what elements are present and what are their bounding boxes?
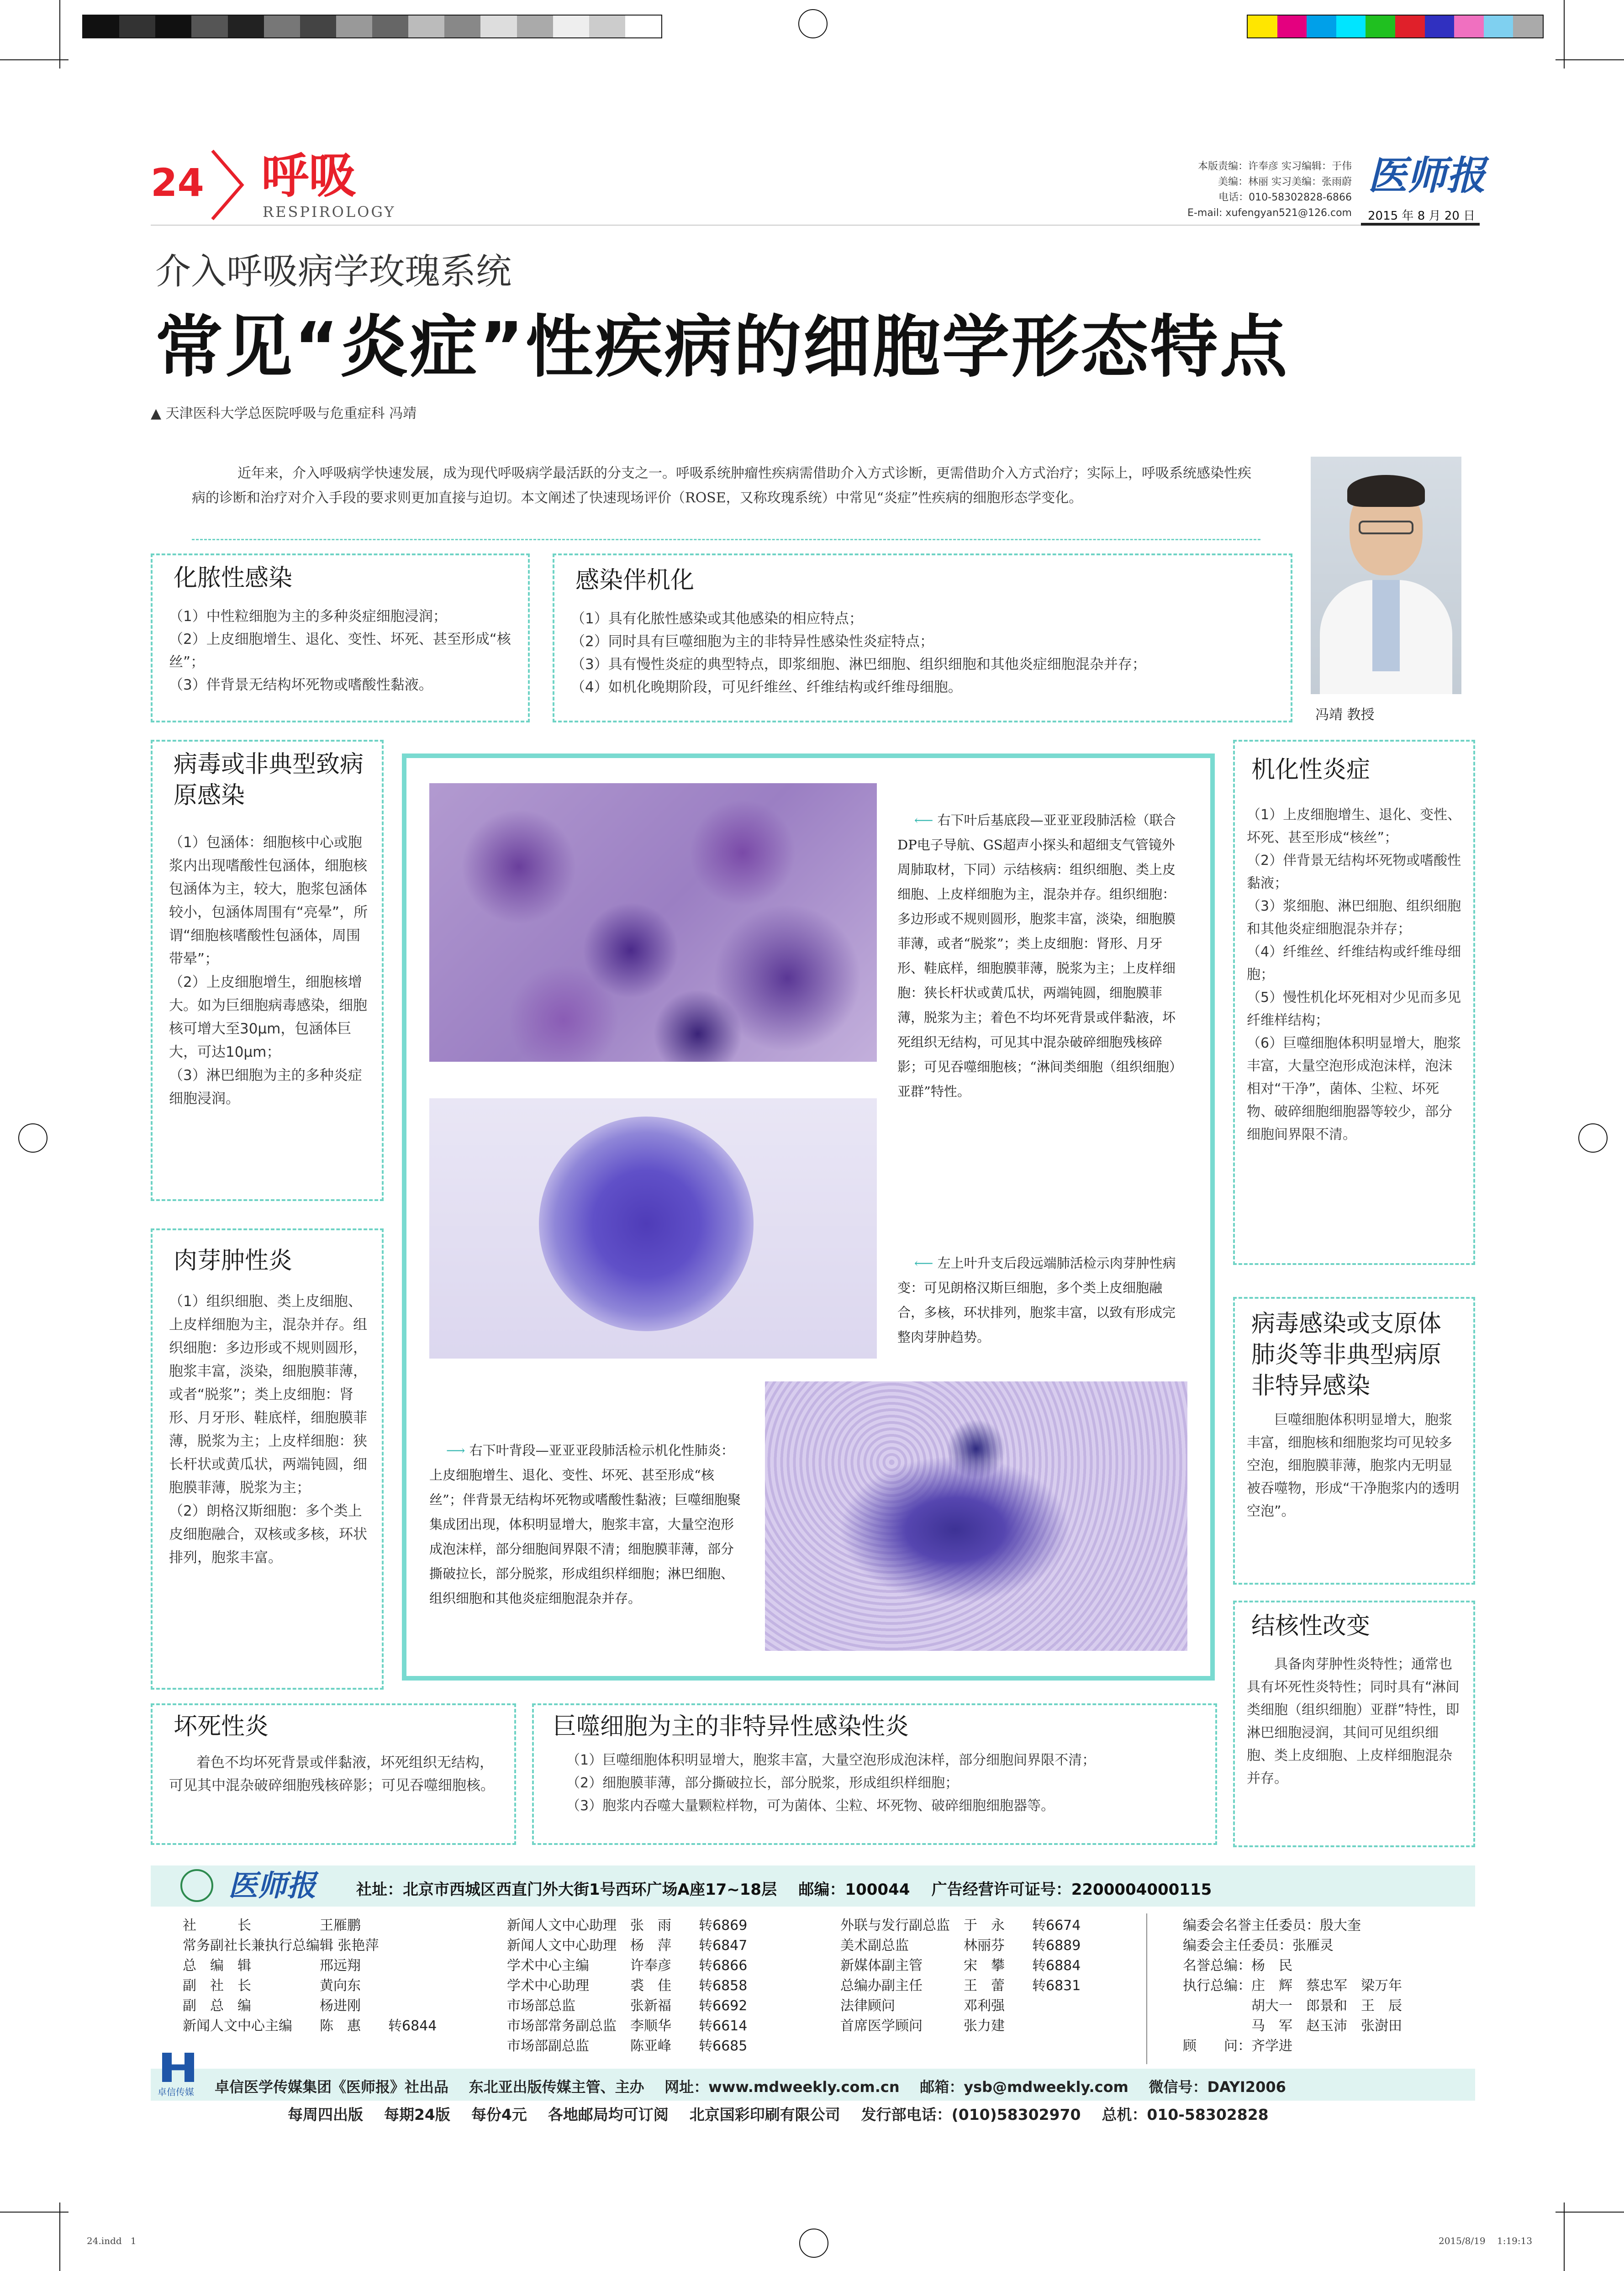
caption-text: 右下叶后基底段—亚亚亚段肺活检（联合DP电子导航、GS超声小探头和超细支气管镜外周肺取材，下同）示结核病：组织细胞、类上皮细胞、上皮样细胞为主，混杂并存。组织细胞：多边形或不规则圆形，胞浆丰富，淡染，细胞膜菲薄，或者“脱浆”；类上皮细胞：肾形、月牙形、鞋底样，细胞膜菲薄，脱浆为主；上皮样细胞：狭长杆状或黄瓜状，两端钝圆，细胞膜菲薄，脱浆为主；着色不均坏死背景或伴黏液，坏死组织无结构，可见其中混杂破碎细胞残核碎影；可见吞噬细胞核；“淋间类细胞（组织细胞）亚群”特性。 [897,812,1182,1099]
caption-organizing-pneumonia [429,1413,744,1635]
staff-row: 市场部常务副总监 李顺华 转6614 [507,2018,748,2034]
author-photo [1311,457,1461,694]
staff-row: 新媒体副主管 宋 攀 转6884 [840,1958,1081,1974]
staff-row: 编委会主任委员：张雁灵 [1183,1938,1334,1954]
staff-row: 美术副总监 林丽芬 转6889 [840,1938,1081,1954]
registration-strip-left [82,15,662,38]
box-body: 巨噬细胞体积明显增大，胞浆丰富，细胞核和细胞浆均可见较多空泡，细胞膜菲薄，胞浆内无明显被吞噬物，形成“干净胞浆内的透明空泡”。 [1247,1412,1460,1519]
staff-row: 外联与发行副总监 于 永 转6674 [840,1918,1081,1934]
staff-row: 名誉总编：杨 民 [1183,1958,1292,1974]
masthead-logo: 医师报 [1368,153,1486,199]
arrow-left-icon: ⟵ [914,1255,938,1271]
article-kicker: 介入呼吸病学玫瑰系统 [155,251,512,292]
footer-address: 社址：北京市西城区西直门外大街1号西环广场A座17~18层 邮编：100044 广告经营许可证号：2200004000115 [356,1881,1212,1899]
staff-row: 副 总 编 杨进刚 [183,1998,361,2014]
issue-date: 2015 年 8 月 20 日 [1368,209,1476,223]
staff-row: 顾 问：齐学进 [1183,2038,1292,2054]
publisher-logo-text: 卓信传媒 [158,2087,194,2097]
crop-mark [0,2212,69,2213]
registration-strip-color [1247,15,1544,38]
staff-row: 新闻人文中心助理 杨 萍 转6847 [507,1938,748,1954]
staff-row: 胡大一 郎景和 王 辰 [1183,1998,1402,2014]
arrow-right-icon: ⟶ [446,1443,469,1458]
crop-mark [1555,2212,1624,2213]
box-title: 巨噬细胞为主的非特异性感染性炎 [553,1713,909,1740]
staff-row: 市场部总监 张新福 转6692 [507,1998,748,2014]
staff-row: 副 社 长 黄向东 [183,1978,361,1994]
box-title: 结核性改变 [1251,1612,1371,1640]
box-body: 着色不均坏死背景或伴黏液，坏死组织无结构，可见其中混杂破碎细胞残核碎影；可见吞噬细胞核。 [169,1755,495,1794]
staff-row: 编委会名誉主任委员：殷大奎 [1183,1918,1361,1934]
editor-credits [1087,159,1352,221]
box-body: （1）包涵体：细胞核中心或胞浆内出现嗜酸性包涵体，细胞核包涵体为主，较大，胞浆包涵体较小，包涵体周围有“亮晕”，所谓“细胞核嗜酸性包涵体，周围带晕”； （2）上皮细胞增生，细胞核增大。如为巨细胞病毒感染，细胞核可增大至30μm，包涵体巨大，可达10μm； （3）淋巴细胞为主的多种炎症细胞浸润。 [169,834,368,1107]
author-caption: 冯靖 教授 [1315,707,1375,723]
registration-target [798,9,828,38]
box-body: （1）组织细胞、类上皮细胞、上皮样细胞为主，混杂并存。组织细胞：多边形或不规则圆形，胞浆丰富，淡染，细胞膜菲薄，或者“脱浆”；类上皮细胞：肾形、月牙形、鞋底样，细胞膜菲薄，脱浆为主；上皮样细胞：狭长杆状或黄瓜状，两端钝圆，细胞膜菲薄，脱浆为主； （2）朗格汉斯细胞：多个类上皮细胞融合，双核或多核，环状排列，胞浆丰富。 [169,1293,367,1566]
footer-logo: 医师报 [228,1869,316,1903]
box-title: 化脓性感染 [174,564,293,592]
staff-row: 市场部副总监 陈亚峰 转6685 [507,2038,748,2054]
crop-mark [1564,0,1565,68]
staff-row: 常务副社长兼执行总编辑 张艳萍 [183,1938,379,1954]
crop-mark [59,0,60,68]
micrograph-granuloma [429,1098,877,1359]
footer-divider [1146,1913,1147,2064]
registration-target [1578,1123,1608,1153]
box-title: 坏死性炎 [174,1713,269,1740]
staff-row: 学术中心助理 裘 佳 转6858 [507,1978,748,1994]
crop-mark [59,2203,60,2271]
editor-line: 美编：林丽 实习美编：张雨蔚 [1218,176,1352,188]
box-body: （1）中性粒细胞为主的多种炎症细胞浸润； （2）上皮细胞增生、退化、变性、坏死、甚至形成“核丝”； （3）伴背景无结构坏死物或嗜酸性黏液。 [169,608,511,693]
staff-row: 学术中心主编 许奉彦 转6866 [507,1958,748,1974]
staff-row: 新闻人文中心助理 张 雨 转6869 [507,1918,748,1934]
chevron-right-icon [208,146,249,224]
arrow-left-icon: ⟵ [914,812,938,828]
box-body: （1）上皮细胞增生、退化、变性、坏死、甚至形成“核丝”； （2）伴背景无结构坏死物或嗜酸性黏液； （3）浆细胞、淋巴细胞、组织细胞和其他炎症细胞混杂并存； （4）纤维丝、纤维结构或纤维母细胞； （5）慢性机化坏死相对少见而多见纤维样结构； （6）巨噬细胞体积明显增大，胞浆丰富，大量空泡形成泡沫样，泡沫相对“干净”，菌体、尘粒、坏死物、破碎细胞细胞器等较少，部分细胞间界限不清。 [1247,807,1461,1143]
box-title: 病毒感染或支原体肺炎等非典型病原非特异感染 [1251,1310,1442,1400]
box-title: 肉芽肿性炎 [174,1247,293,1275]
staff-row: 社 长 王雁鹏 [183,1918,361,1934]
footer-bottom-line: 每周四出版 每期24版 每份4元 各地邮局均可订阅 北京国彩印刷有限公司 发行部电话：(010)58302970 总机：010-58302828 [288,2106,1269,2123]
staff-row: 新闻人文中心主编 陈 惠 转6844 [183,2018,437,2034]
box-body: （1）具有化脓性感染或其他感染的相应特点； （2）同时具有巨噬细胞为主的非特异性感染性炎症特点； （3）具有慢性炎症的典型特点，即浆细胞、淋巴细胞、组织细胞和其他炎症细胞混杂并存； （4）如机化晚期阶段，可见纤维丝、纤维结构或纤维母细胞。 [571,611,1146,696]
crop-mark [1564,2203,1565,2271]
caption-granuloma [897,1226,1185,1374]
caption-text: 左上叶升支后段远端肺活检示肉芽肿性病变：可见朗格汉斯巨细胞，多个类上皮细胞融合，多核，环状排列，胞浆丰富，以致有形成完整肉芽肿趋势。 [897,1255,1176,1345]
box-title: 机化性炎症 [1251,756,1371,784]
section-title: 呼吸 [261,148,357,204]
box-title: 病毒或非典型致病原感染 [174,751,364,809]
editor-line: E-mail: xufengyan521@126.com [1187,207,1352,219]
micrograph-organizing-pneumonia [765,1381,1187,1651]
cmda-emblem-icon [180,1869,213,1902]
box-title: 感染伴机化 [575,567,695,594]
micrograph-tuberculosis [429,783,877,1062]
staff-row: 法律顾问 邓利强 [840,1998,1005,2014]
crop-mark [0,59,69,60]
publisher-line: 卓信医学传媒集团《医师报》社出品 东北亚出版传媒主管、主办 网址：www.mdweekly.com.cn 邮箱：ysb@mdweekly.com 微信号：DAYI2006 [215,2078,1286,2096]
section-subtitle: RESPIROLOGY [263,203,396,221]
registration-target [18,1123,47,1153]
staff-row: 执行总编：庄 辉 蔡忠军 梁万年 [1183,1978,1402,1994]
staff-row: 总 编 辑 邢远翔 [183,1958,361,1974]
caption-text: 右下叶背段—亚亚亚段肺活检示机化性肺炎：上皮细胞增生、退化、变性、坏死、甚至形成“核丝”；伴背景无结构坏死物或嗜酸性黏液；巨噬细胞聚集成团出现，体积明显增大，胞浆丰富，大量空泡形成泡沫样，部分细胞间界限不清；细胞膜菲薄，部分撕破拉长，部分脱浆，形成组织样细胞；淋巴细胞、组织细胞和其他炎症细胞混杂并存。 [429,1443,741,1606]
article-title: 常见“炎症”性疾病的细胞学形态特点 [155,308,1289,386]
box-body: 具备肉芽肿性炎特性；通常也具有坏死性炎特性；同时具有“淋间类细胞（组织细胞）亚群”特性，即淋巴细胞浸润，其间可见组织细胞、类上皮细胞、上皮样细胞混杂并存。 [1247,1656,1460,1786]
editor-line: 电话：010-58302828-6866 [1218,192,1352,203]
article-intro: 近年来，介入呼吸病学快速发展，成为现代呼吸病学最活跃的分支之一。呼吸系统肿瘤性疾病需借助介入方式诊断，更需借助介入方式治疗；实际上，呼吸系统感染性疾病的诊断和治疗对介入手段的要求则更加直接与迫切。本文阐述了快速现场评价（ROSE，又称玫瑰系统）中常见“炎症”性疾病的细胞形态学变化。 [192,465,1251,506]
staff-row: 首席医学顾问 张力建 [840,2018,1005,2034]
staff-row: 马 军 赵玉沛 张澍田 [1183,2018,1402,2034]
registration-target [799,2229,828,2258]
file-slug: 24.indd 1 [87,2235,137,2246]
print-timestamp: 2015/8/19 1:19:13 [1439,2235,1533,2246]
editor-line: 本版责编：许奉彦 实习编辑：于伟 [1198,161,1352,172]
staff-row: 总编办副主任 王 蕾 转6831 [840,1978,1081,1994]
crop-mark [1555,59,1624,60]
header-rule [151,225,1480,226]
article-byline: ▲ 天津医科大学总医院呼吸与危重症科 冯靖 [151,406,417,422]
page-number: 24 [151,160,204,205]
caption-tuberculosis [897,783,1185,1128]
intro-underline [192,539,1260,541]
box-body: （1）巨噬细胞体积明显增大，胞浆丰富，大量空泡形成泡沫样，部分细胞间界限不清； （2）细胞膜菲薄，部分撕破拉长，部分脱浆，形成组织样细胞； （3）胞浆内吞噬大量颗粒样物，可为菌体、尘粒、坏死物、破碎细胞细胞器等。 [566,1752,1096,1814]
